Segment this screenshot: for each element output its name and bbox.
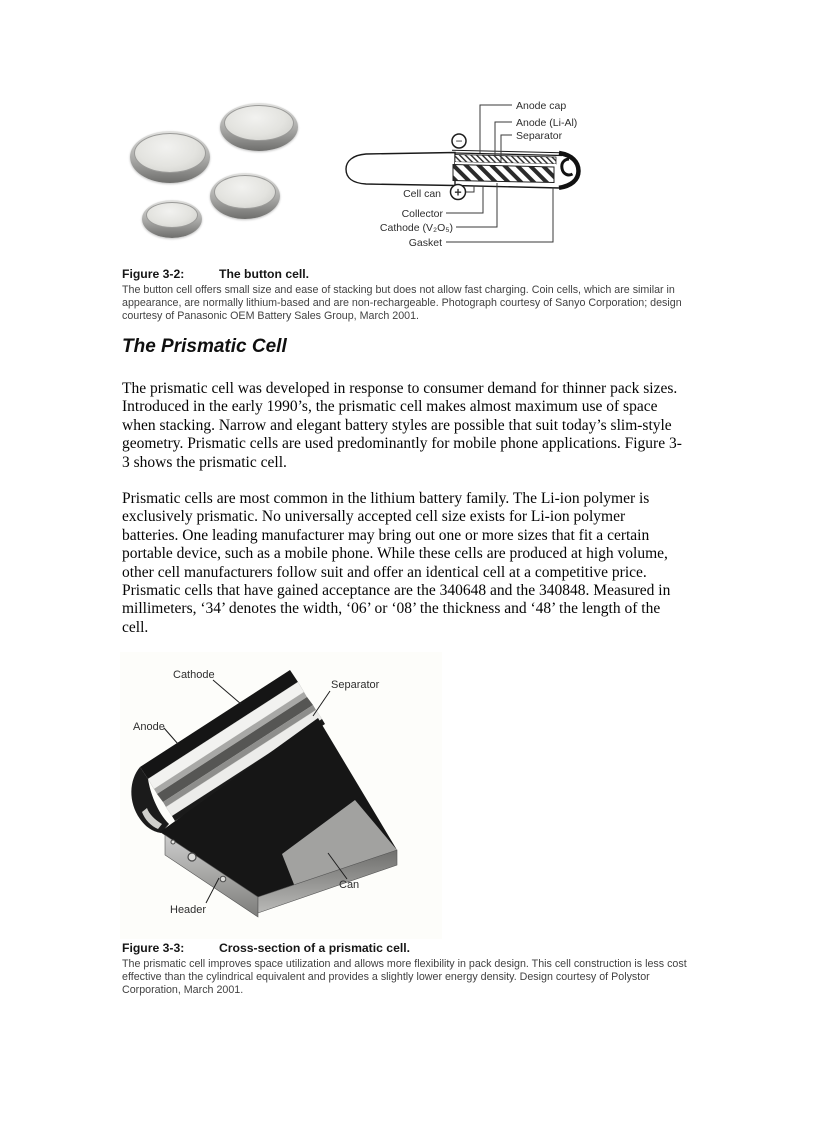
terminal-dot [220,876,226,882]
coin-cell [130,131,210,183]
figure-title: Cross-section of a prismatic cell. [219,941,411,955]
coin-cell [220,103,298,151]
positive-symbol: + [454,185,462,200]
can-label: Can [339,879,360,891]
coin-cell-face [146,202,198,228]
coin-cell-face [224,105,294,141]
separator-label: Separator [516,130,563,142]
paragraph-2: Prismatic cells are most common in the lithium battery family. The Li-ion polymer is exclusively prismatic. No universally accepted cell size exists for Li-ion polymer batteries. One leading manufacturer may bring out one or more sizes that fit a certain portable device, such as a mobile phone. While these cells are produced at high volume, other cell manufacturers follow suit and offer an identical cell at a competitive price. Prismatic cells that have gained acceptance are the 340648 and the 340848. Measured in millimeters, ‘34’ denotes the width, ‘06’ or ‘08’ the thickness and ‘48’ the length of the cell. [122,490,671,636]
figure-3-3-caption [122,941,707,998]
figure-3-2-caption-body: The button cell offers small size and ease of stacking but does not allow fast charging. Coin cells, which are similar in appearance, are normally lithium-based and are non-rechargeable. Photograph courtesy of Sanyo Corporation; design courtesy of Panasonic OEM Battery Sales Group, March 2001. [122,284,682,323]
paragraph-1: The prismatic cell was developed in response to consumer demand for thinner pack sizes. Introduced in the early 1990’s, the prismatic cell makes almost maximum use of space when stacking. Narrow and elegant battery styles are possible that suit today’s slim-style geometry. Prismatic cells are used predominantly for mobile phone applications. Figure 3-3 shows the prismatic cell. [122,380,682,471]
terminal-dot [171,840,175,844]
cell-can-label: Cell can [403,188,441,200]
anode-label: Anode (Li-Al) [516,117,578,129]
prismatic-cell-diagram [120,652,442,939]
figure-label: Figure 3-3: [122,941,185,955]
negative-symbol: − [455,134,463,149]
cell-bottom-edge [455,186,560,189]
figure-label: Figure 3-2: [122,267,185,281]
coin-cell [142,200,202,238]
cathode-label: Cathode (V₂O₅) [379,222,453,234]
anode-cap-plate [452,150,561,153]
anode-cap-label: Anode cap [516,100,567,112]
section-heading: The Prismatic Cell [122,336,287,357]
coin-cell-face [214,175,276,209]
negative-terminal-icon [452,134,466,148]
button-cell-cross-section-diagram [340,93,602,263]
header-label: Header [170,904,207,916]
figure-title: The button cell. [219,267,310,281]
button-cell-drawing [346,150,579,188]
button-cells-photo [120,95,348,257]
terminal-dot [188,853,196,861]
figure-3-3-caption-title [122,941,707,955]
cell-can-shape [346,153,455,186]
coin-cell [210,173,280,219]
collector-label: Collector [401,208,443,220]
separator-label: Separator [331,679,380,691]
figure-3-3-caption-body: The prismatic cell improves space utilization and allows more flexibility in pack design. This cell construction is less cost effective than the cylindrical equivalent and provides a slightly lower energy density. Design courtesy of Polystor Corporation, March 2001. [122,958,687,997]
figure-3-2-caption [122,267,707,324]
gasket-label: Gasket [408,237,442,249]
cathode-label: Cathode [173,669,215,681]
anode-label: Anode [133,721,165,733]
coin-cell-face [134,133,206,173]
figure-3-2-caption-title [122,267,707,281]
positive-terminal-icon [451,185,466,200]
cathode-layer [453,165,554,183]
gasket-curl [562,159,573,175]
